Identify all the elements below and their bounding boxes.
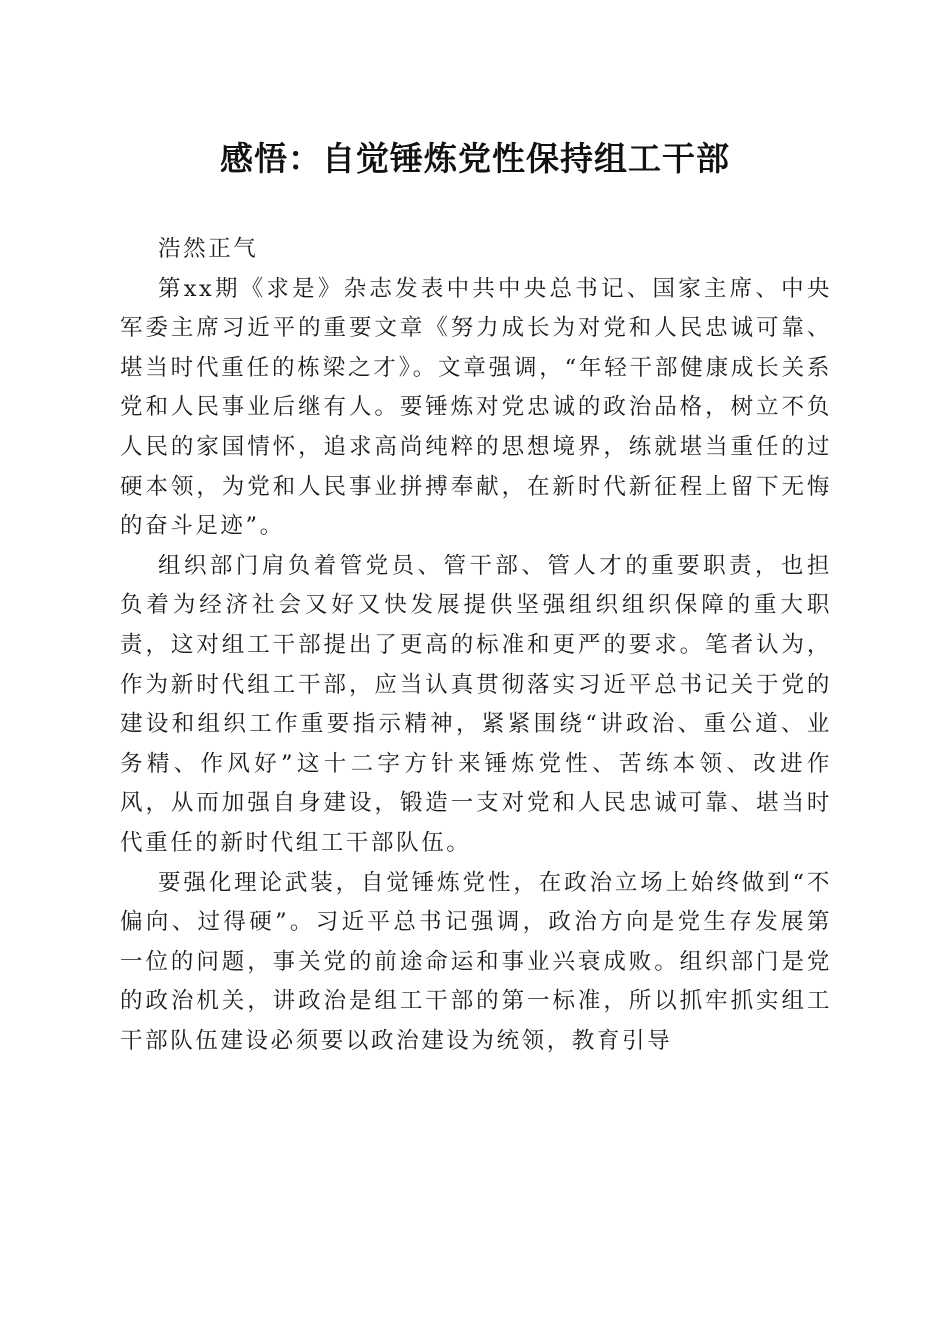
paragraph-2: 组织部门肩负着管党员、管干部、管人才的重要职责，也担负着为经济社会又好又快发展提供坚强组织组织保障的重大职责，这对组工干部提出了更高的标准和更严的要求。笔者认为，作为新时代组工干部，应当认真贯彻落实习近平总书记关于党的建设和组织工作重要指示精神，紧紧围绕“讲政治、重公道、业务精、作风好”这十二字方针来锤炼党性、苦练本领、改进作风，从而加强自身建设，锻造一支对党和人民忠诚可靠、堪当时代重任的新时代组工干部队伍。 [120,552,832,856]
document-body [120,230,832,1061]
paragraph-1: 第xx期《求是》杂志发表中共中央总书记、国家主席、中央军委主席习近平的重要文章《努力成长为对党和人民忠诚可靠、堪当时代重任的栋梁之才》。文章强调，“年轻干部健康成长关系党和人民事业后继有人。要锤炼对党忠诚的政治品格，树立不负人民的家国情怀，追求高尚纯粹的思想境界，练就堪当重任的过硬本领，为党和人民事业拼搏奉献，在新时代新征程上留下无悔的奋斗足迹”。 [120,275,832,540]
author-line: 浩然正气 [158,236,259,262]
document-title: 感悟：自觉锤炼党性保持组工干部 [220,139,730,178]
paragraph-3: 要强化理论武装，自觉锤炼党性，在政治立场上始终做到“不偏向、过得硬”。习近平总书记强调，政治方向是党生存发展第一位的问题，事关党的前途命运和事业兴衰成败。组织部门是党的政治机关，讲政治是组工干部的第一标准，所以抓牢抓实组工干部队伍建设必须要以政治建设为统领，教育引导 [120,869,832,1054]
